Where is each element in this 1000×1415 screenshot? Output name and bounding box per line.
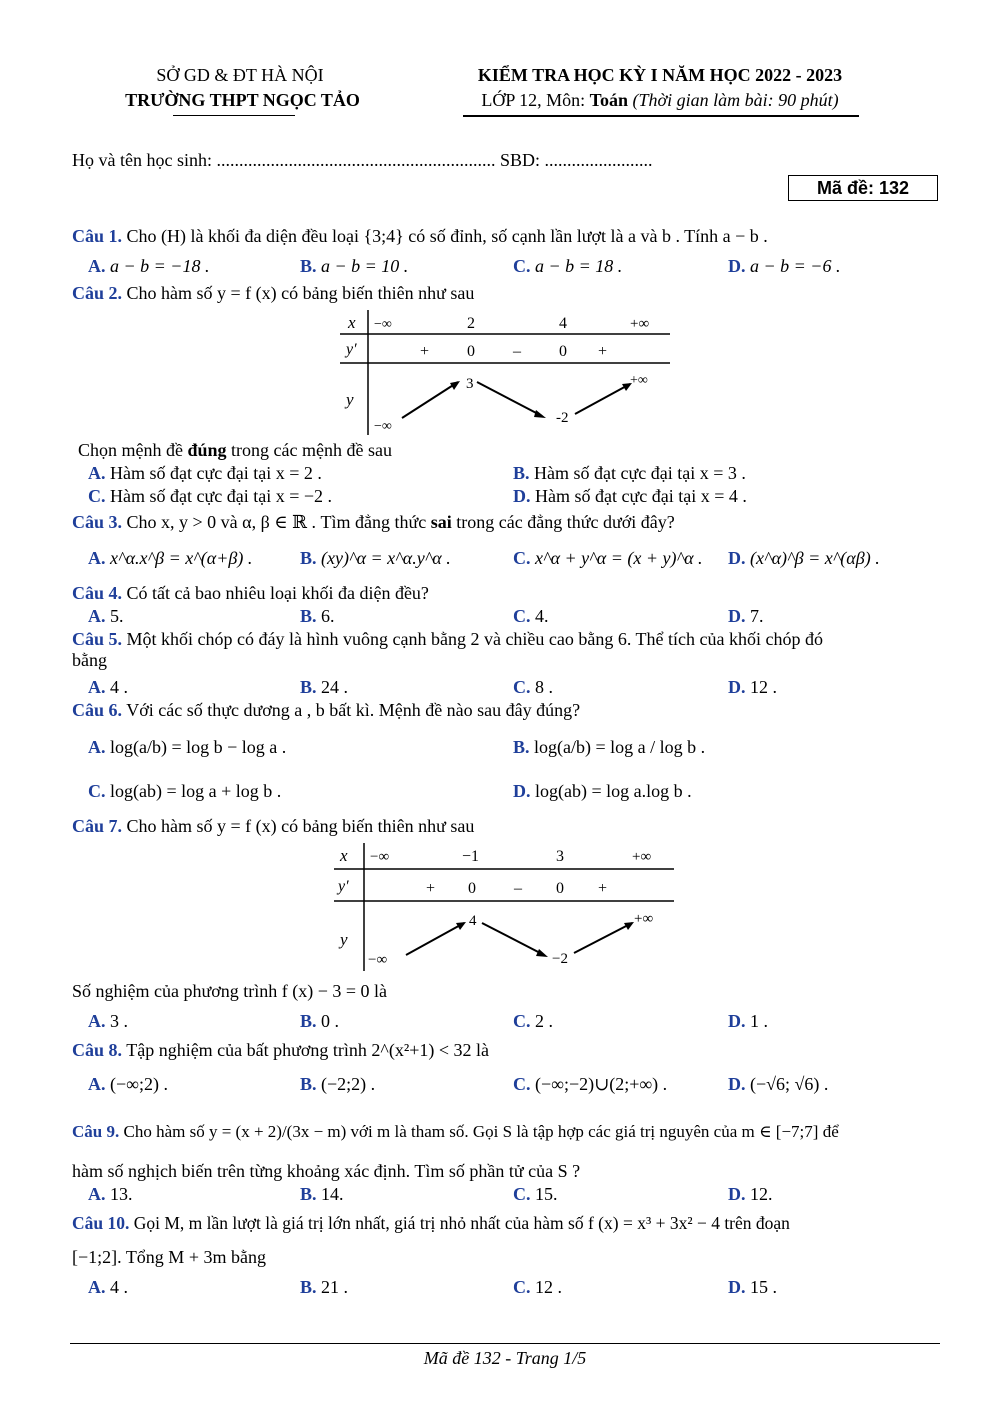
svg-text:+: +: [426, 880, 436, 897]
q9: Câu 9. Cho hàm số y = (x + 2)/(3x − m) với m là tham số. Gọi S là tập hợp các giá trị nguyên của m ∈ [−7;7] để: [72, 1122, 839, 1141]
q2-option-b: B. Hàm số đạt cực đại tại x = 3 .: [513, 463, 746, 483]
svg-text:+∞: +∞: [632, 849, 652, 865]
exam-underline: [463, 115, 859, 117]
svg-text:−1: −1: [462, 848, 480, 865]
exam-code-box: Mã đề: 132: [788, 175, 938, 201]
svg-text:x: x: [348, 313, 356, 332]
q1: Câu 1. Cho (H) là khối đa diện đều loại {3;4} có số đỉnh, số cạnh lần lượt là a và b . Tính a − b .: [72, 226, 768, 246]
page-footer: Mã đề 132 - Trang 1/5: [423, 1348, 587, 1368]
svg-text:−∞: −∞: [370, 849, 390, 865]
q2-variation-table: [340, 310, 670, 440]
svg-text:+: +: [598, 880, 608, 897]
svg-text:−∞: −∞: [368, 952, 388, 968]
svg-text:3: 3: [466, 376, 474, 392]
svg-text:3: 3: [556, 848, 564, 865]
svg-text:y′: y′: [346, 341, 357, 358]
q2-option-a: A. Hàm số đạt cực đại tại x = 2 .: [88, 463, 322, 483]
q6-option-a: A. log(a/b) = log b − log a .: [88, 737, 287, 757]
q2-option-c: C. Hàm số đạt cực đại tại x = −2 .: [88, 486, 333, 506]
exam-subtitle: LỚP 12, Môn: Toán (Thời gian làm bài: 90 phút): [481, 90, 839, 110]
svg-text:−2: −2: [552, 951, 568, 967]
svg-text:4: 4: [469, 913, 477, 929]
q4: Câu 4. Có tất cả bao nhiêu loại khối đa diện đều?: [72, 583, 429, 603]
svg-text:+: +: [598, 343, 608, 360]
q6-option-b: B. log(a/b) = log a / log b .: [513, 737, 706, 757]
dept-name: SỞ GD & ĐT HÀ NỘI: [156, 65, 324, 85]
q7: Câu 7. Cho hàm số y = f (x) có bảng biến thiên như sau: [72, 816, 475, 836]
q7-prompt: Số nghiệm của phương trình f (x) − 3 = 0 là: [72, 981, 388, 1001]
svg-text:+∞: +∞: [630, 316, 650, 332]
q3: Câu 3. Cho x, y > 0 và α, β ∈ ℝ . Tìm đẳng thức sai trong các đẳng thức dưới đây?: [72, 512, 675, 532]
svg-text:-2: -2: [556, 410, 569, 426]
svg-text:+∞: +∞: [634, 911, 654, 927]
q9-line2: hàm số nghịch biến trên từng khoảng xác định. Tìm số phần tử của S ?: [72, 1161, 581, 1181]
svg-text:y: y: [340, 930, 348, 949]
q2: Câu 2. Cho hàm số y = f (x) có bảng biến thiên như sau: [72, 283, 475, 303]
school-underline: [173, 115, 295, 116]
q6: Câu 6. Với các số thực dương a , b bất kì. Mệnh đề nào sau đây đúng?: [72, 700, 581, 720]
svg-text:−∞: −∞: [374, 419, 392, 434]
svg-text:+: +: [420, 343, 430, 360]
svg-text:−∞: −∞: [374, 317, 392, 332]
svg-text:0: 0: [467, 343, 475, 360]
q5: Câu 5. Một khối chóp có đáy là hình vuông cạnh bằng 2 và chiều cao bằng 6. Thể tích của khối chóp đó bằng: [72, 629, 824, 670]
student-info: Họ và tên học sinh: .............................................................. SBD: ........................: [72, 150, 653, 170]
svg-text:+∞: +∞: [630, 373, 648, 388]
q6-option-d: D. log(ab) = log a.log b .: [513, 781, 692, 801]
q8: Câu 8. Tập nghiệm của bất phương trình 2^(x²+1) < 32 là: [72, 1040, 490, 1060]
q7-variation-table: [334, 843, 674, 976]
q6-option-c: C. log(ab) = log a + log b .: [88, 781, 282, 801]
q2-option-d: D. Hàm số đạt cực đại tại x = 4 .: [513, 486, 747, 506]
svg-text:–: –: [513, 343, 521, 360]
svg-text:–: –: [514, 880, 522, 897]
svg-text:0: 0: [559, 343, 567, 360]
school-name: TRƯỜNG THPT NGỌC TẢO: [125, 90, 360, 110]
svg-text:2: 2: [467, 315, 475, 332]
svg-text:4: 4: [559, 315, 567, 332]
q10: Câu 10. Gọi M, m lần lượt là giá trị lớn nhất, giá trị nhỏ nhất của hàm số f (x) = x³ + 3x² − 4 trên đoạn: [72, 1213, 790, 1233]
q10-line2: [−1;2]. Tổng M + 3m bằng: [72, 1247, 266, 1267]
footer-divider: [70, 1343, 940, 1344]
q1-text: Cho (H) là khối đa diện đều loại {3;4} có số đỉnh, số cạnh lần lượt là a và b . Tính a − b .: [126, 226, 768, 246]
q2-prompt: Chọn mệnh đề đúng trong các mệnh đề sau: [78, 440, 392, 460]
svg-text:0: 0: [468, 880, 476, 897]
svg-text:y′: y′: [338, 878, 349, 895]
exam-title: KIỂM TRA HỌC KỲ I NĂM HỌC 2022 - 2023: [477, 65, 843, 85]
svg-text:x: x: [340, 846, 348, 865]
svg-text:y: y: [346, 390, 354, 409]
svg-text:0: 0: [556, 880, 564, 897]
